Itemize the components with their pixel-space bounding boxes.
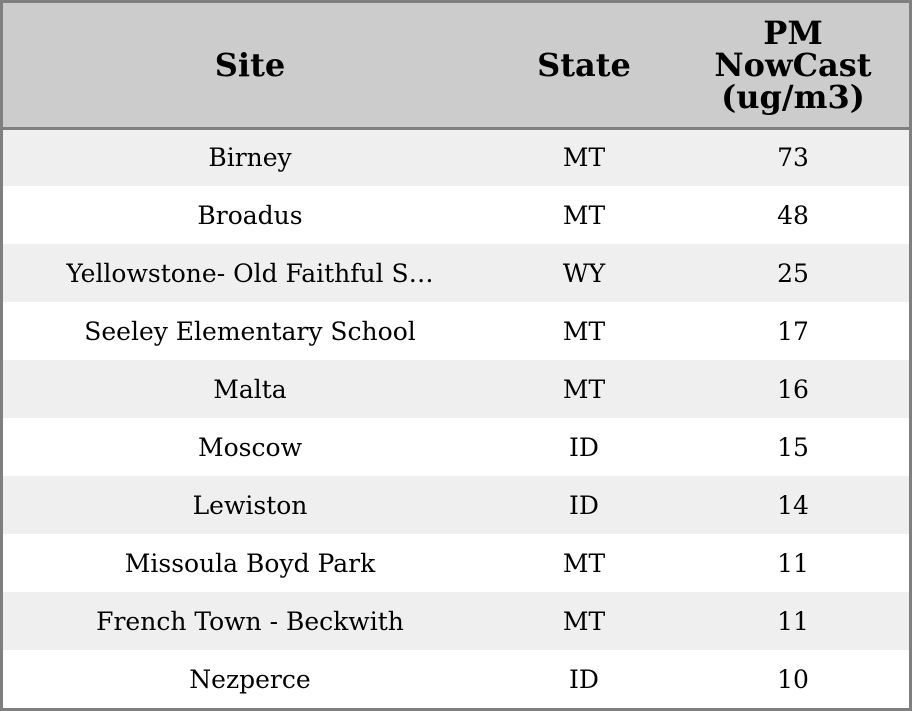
cell-pm-nowcast: 48 [777, 200, 809, 230]
cell-pm-nowcast: 15 [777, 432, 809, 462]
table-row [3, 534, 909, 592]
table-row [3, 302, 909, 360]
table-body [3, 128, 909, 708]
header-pm-line-3: (ug/m3) [721, 77, 865, 116]
header-pm-line-1: PM [763, 13, 823, 52]
cell-site: Seeley Elementary School [84, 316, 416, 346]
cell-pm-nowcast: 25 [777, 258, 809, 288]
cell-site: Lewiston [192, 490, 308, 520]
cell-pm-nowcast: 16 [777, 374, 809, 404]
header-pm-nowcast [671, 3, 909, 128]
cell-pm-nowcast: 11 [777, 606, 809, 636]
cell-site: Moscow [198, 432, 302, 462]
table-row [3, 650, 909, 708]
cell-pm-nowcast: 73 [777, 143, 809, 173]
table-row [3, 592, 909, 650]
cell-pm-nowcast: 10 [777, 664, 809, 694]
pm-nowcast-table [3, 3, 909, 708]
table-row [3, 244, 909, 302]
cell-site: Yellowstone- Old Faithful S… [66, 258, 434, 288]
cell-state: MT [562, 143, 606, 173]
cell-state: MT [562, 548, 606, 578]
table-row [3, 418, 909, 476]
cell-state: ID [569, 664, 599, 694]
cell-site: Malta [213, 374, 287, 404]
table-row [3, 360, 909, 418]
header-row [3, 3, 909, 128]
table-header [3, 3, 909, 128]
cell-state: MT [562, 374, 606, 404]
table-row [3, 476, 909, 534]
header-state: State [497, 3, 671, 128]
table-row [3, 128, 909, 186]
cell-pm-nowcast: 17 [777, 316, 809, 346]
cell-state: WY [562, 258, 606, 288]
cell-state: MT [562, 316, 606, 346]
cell-site: Birney [208, 143, 292, 173]
cell-state: ID [569, 432, 599, 462]
cell-pm-nowcast: 14 [777, 490, 809, 520]
table-row [3, 186, 909, 244]
cell-site: French Town - Beckwith [96, 606, 404, 636]
cell-state: MT [562, 200, 606, 230]
cell-pm-nowcast: 11 [777, 548, 809, 578]
cell-site: Missoula Boyd Park [124, 548, 376, 578]
cell-site: Nezperce [189, 664, 311, 694]
cell-state: MT [562, 606, 606, 636]
cell-state: ID [569, 490, 599, 520]
cell-site: Broadus [197, 200, 303, 230]
header-site: Site [3, 3, 497, 128]
header-pm-line-2: NowCast [714, 45, 872, 84]
